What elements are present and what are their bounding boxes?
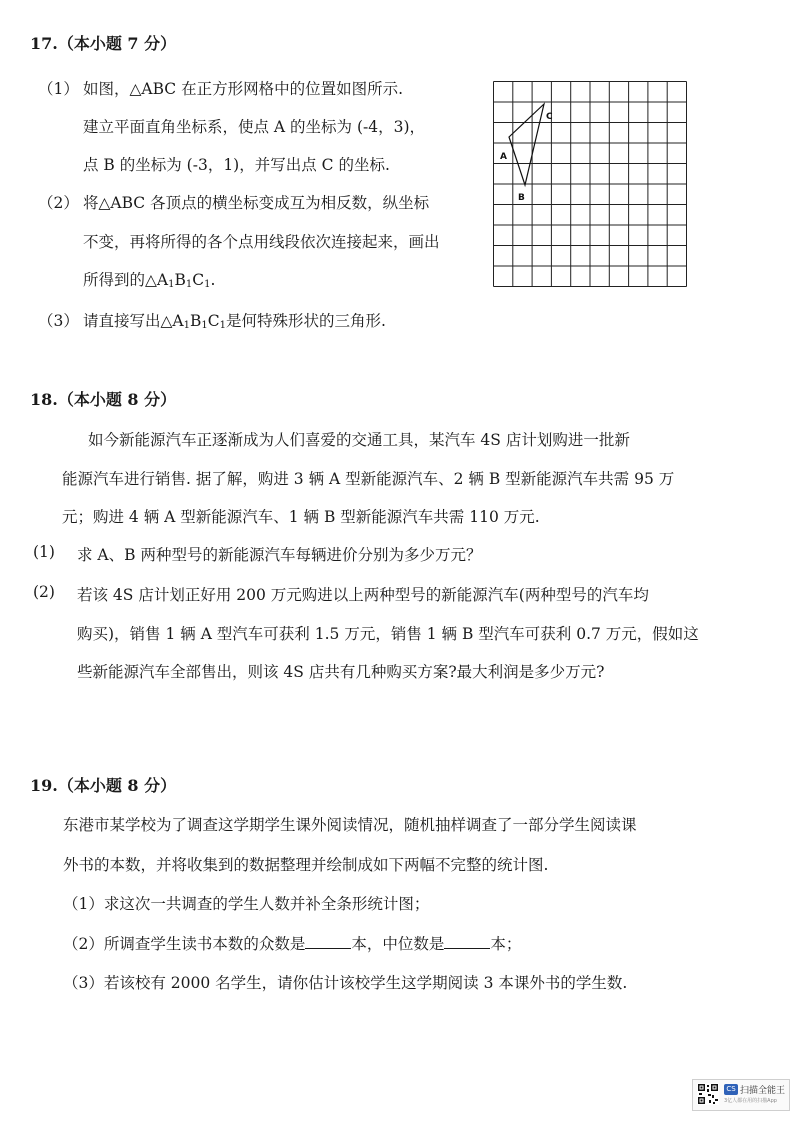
q17-part3-text: 请直接写出$\triangle A_1B_1C_1$是何特殊形状的三角形. xyxy=(83,312,386,331)
q18-part2-line2: 购买)，销售 1 辆 A 型汽车可获利 1.5 万元，销售 1 辆 B 型汽车可获利 0.7 万元，假如这 xyxy=(77,625,699,643)
grid-lines xyxy=(494,82,687,287)
q17-part2-number: （2） xyxy=(38,194,79,212)
q17-part2-line3: 所得到的$\triangle A_1B_1C_1$. xyxy=(83,271,216,290)
q19-intro-line2: 外书的本数，并将收集到的数据整理并绘制成如下两幅不完整的统计图. xyxy=(63,856,549,874)
q17-part3-number: （3） xyxy=(38,312,79,330)
q18-intro-line2: 能源汽车进行销售. 据了解，购进 3 辆 A 型新能源汽车、2 辆 B 型新能源汽车共需 95 万 xyxy=(62,470,675,488)
q19-heading: 19.（本小题 8 分） xyxy=(30,776,177,795)
point-a-label: A xyxy=(500,152,507,162)
camscanner-logo-icon: CS xyxy=(724,1084,738,1095)
mode-answer-blank[interactable] xyxy=(305,933,351,950)
q19-part3-text: （3）若该校有 2000 名学生，请你估计该校学生这学期阅读 3 本课外书的学生数. xyxy=(63,974,628,992)
point-b-label: B xyxy=(518,193,525,203)
q17-part1-line2: 建立平面直角坐标系，使点 A 的坐标为 (-4，3)， xyxy=(83,118,426,136)
q19-intro-line1: 东港市某学校为了调查这学期学生课外阅读情况，随机抽样调查了一部分学生阅读课 xyxy=(63,816,637,834)
scanner-watermark xyxy=(692,1079,790,1111)
q18-part1-number: (1) xyxy=(33,543,55,561)
q19-part1-text: （1）求这次一共调查的学生人数并补全条形统计图； xyxy=(63,895,430,913)
triangle-abc xyxy=(509,104,544,185)
watermark-subtitle: 3亿人都在用的扫描App xyxy=(724,1098,777,1104)
q18-part2-line3: 些新能源汽车全部售出，则该 4S 店共有几种购买方案?最大利润是多少万元? xyxy=(77,663,605,681)
square-grid xyxy=(493,81,687,287)
q18-intro-line3: 元；购进 4 辆 A 型新能源汽车、1 辆 B 型新能源汽车共需 110 万元. xyxy=(62,508,540,526)
q17-part1-number: （1） xyxy=(38,80,79,98)
q18-part2-line1: 若该 4S 店计划正好用 200 万元购进以上两种型号的新能源汽车(两种型号的汽车均 xyxy=(77,586,649,604)
median-answer-blank[interactable] xyxy=(444,933,490,950)
q17-part2-line1: 将△ABC 各顶点的横坐标变成互为相反数，纵坐标 xyxy=(83,194,430,212)
watermark-title: 扫描全能王 xyxy=(740,1086,786,1096)
q17-part2-line2: 不变，再将所得的各个点用线段依次连接起来，画出 xyxy=(83,233,440,251)
qr-code-icon xyxy=(697,1083,719,1105)
q17-part1-line1: 如图，△ABC 在正方形网格中的位置如图所示. xyxy=(83,80,404,98)
q17-grid-figure xyxy=(493,81,687,287)
point-c-label: C xyxy=(546,112,553,122)
q18-part2-number: (2) xyxy=(33,583,55,601)
q17-heading: 17.（本小题 7 分） xyxy=(30,34,177,53)
q17-part1-line3: 点 B 的坐标为 (-3，1)，并写出点 C 的坐标. xyxy=(83,156,390,174)
q18-intro-line1: 如今新能源汽车正逐渐成为人们喜爱的交通工具，某汽车 4S 店计划购进一批新 xyxy=(88,431,630,449)
q19-part2-text: （2）所调查学生读书本数的众数是 本，中位数是 本； xyxy=(63,932,521,954)
q18-part1-text: 求 A、B 两种型号的新能源汽车每辆进价分别为多少万元？ xyxy=(77,546,482,564)
q18-heading: 18.（本小题 8 分） xyxy=(30,390,177,409)
